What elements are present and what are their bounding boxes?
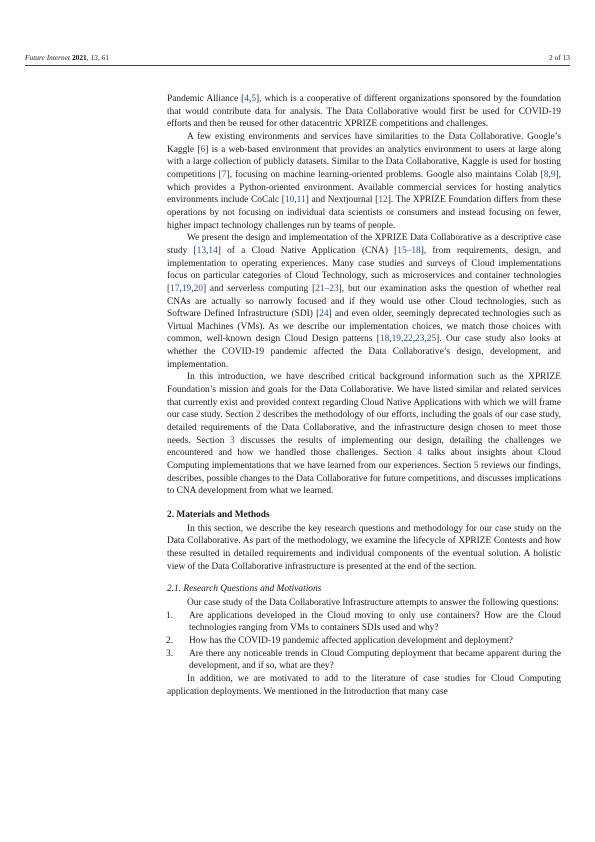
citation-link[interactable]: 24 — [319, 309, 329, 320]
citation-link[interactable]: 25 — [426, 334, 437, 345]
paragraph: Pandemic Alliance [4,5], which is a cooperative of different organizations sponsored by the foundation that would contribute data for analysis. The Data Collaborative would first be used for COVID-19 efforts and then be reused for other datacentric XPRIZE competitions and challenges. — [167, 94, 562, 130]
paragraph: In this section, we describe the key research questions and methodology for our case study on the Data Collaborative. As part of the methodology, we examine the lifecycle of XPRIZE Contests and how these resulted in detailed requirements and individual components of the eventual solution. A holistic view of the Data Collaborative infrastructure is presented at the end of the section. — [167, 523, 561, 572]
citation-link[interactable]: 21–23 — [315, 283, 339, 294]
list-item — [167, 610, 561, 635]
citation-link[interactable]: 23 — [415, 334, 425, 345]
citation-link[interactable]: 22 — [403, 334, 413, 345]
paragraph: Our case study of the Data Collaborative Infrastructure attempts to answer the following questions: — [187, 597, 560, 608]
citation-link[interactable]: 19 — [181, 283, 192, 294]
list-item-text: Are applications developed in the Cloud moving to only use containers? How are the Cloud technologies ranging from VMs to containers SDIs used and why? — [189, 610, 561, 634]
subsection-heading: 2.1. Research Questions and Motivations — [167, 584, 322, 595]
citation-link[interactable]: 10 — [284, 195, 295, 206]
list-item — [167, 648, 561, 673]
citation-link[interactable]: 7 — [221, 169, 227, 180]
citation-link[interactable]: 4 — [244, 94, 249, 104]
citation-link[interactable]: 18 — [379, 334, 390, 345]
paragraph: In addition, we are motivated to add to the literature of case studies for Cloud Computing application deployments. We mentioned in the Introduction that many case — [167, 673, 561, 697]
list-item — [167, 635, 561, 648]
citation-link[interactable]: 14 — [208, 245, 218, 256]
journal-citation: Future Internet 2021, 13, 61 — [25, 53, 109, 62]
citation-link[interactable]: 6 — [200, 144, 206, 155]
section-heading: 2. Materials and Methods — [167, 510, 270, 520]
page-number: 2 of 13 — [549, 53, 570, 62]
citation-link[interactable]: 4 — [417, 448, 422, 459]
citation-link[interactable]: 19 — [391, 334, 401, 345]
citation-link[interactable]: 11 — [296, 195, 306, 206]
paragraph: We present the design and implementation of the XPRIZE Data Collaborative as a descriptive case study [13,14] of a Cloud Native Application (CNA) [15–18], from requirements, design, and implementation to operating experiences. Many case studies and surveys of Cloud implementations focus on particular categories of Cloud Technology, such as microservices and container technologies [17,19,20] and serverless computing [21–23], but our examination asks the question of whether real CNAs are actually so narrowly focused and if they would use other Cloud technologies, such as Software Defined Infrastructure (SDI) [24] and even older, seemingly deprecated technologies such as Virtual Machines (VMs). As we describe our implementation choices, we match those choices with common, well-known design Cloud Design patterns [18,19,22,23,25]. Our case study also looks at whether the COVID-19 pandemic affected the Data Collaborative’s design, development, and implementation. — [167, 233, 562, 370]
list-number: 3. — [166, 648, 174, 659]
research-questions-list — [167, 610, 561, 673]
list-item-text: How has the COVID-19 pandemic affected application development and deployment? — [189, 635, 513, 646]
article-body — [167, 93, 561, 698]
header-rule — [25, 65, 570, 66]
citation-link[interactable]: 2 — [255, 410, 261, 421]
citation-link[interactable]: 20 — [193, 283, 203, 294]
list-number: 1. — [166, 610, 174, 621]
paragraph: In this introduction, we have described critical background information such as the XPRIZE Foundation’s mission and goals for the Data Collaborative. We have listed similar and related services that currently exist and provided context regarding Cloud Native Applications with which we will frame our case study. Section 2 describes the methodology of our efforts, including the goals of our case study, detailed requirements of the Data Collaborative, and the infrastructure design chosen to meet those needs. Section 3 discusses the results of implementing our design, detailing the challenges we encountered and how we handled those challenges. Section 4 talks about insights about Cloud Computing implementations that we have learned from our experiences. Section 5 reviews our findings, describes, possible changes to the Data Collaborative for future competitions, and discusses implications to CNA development from what we learned. — [167, 372, 561, 497]
list-item-text: Are there any noticeable trends in Cloud Computing deployment that became apparent during the development, and if so, what are they? — [189, 648, 561, 672]
citation-link[interactable]: 8 — [543, 169, 549, 180]
citation-link[interactable]: 13 — [196, 245, 207, 256]
citation-link[interactable]: 17 — [170, 283, 180, 294]
list-number: 2. — [166, 635, 174, 646]
running-header — [25, 53, 570, 62]
citation-link[interactable]: 3 — [230, 435, 235, 446]
citation-link[interactable]: 5 — [251, 94, 257, 104]
citation-link[interactable]: 15–18 — [397, 245, 421, 256]
citation-link[interactable]: 12 — [378, 195, 388, 206]
paragraph: A few existing environments and services have similarities to the Data Collaborative. Google’s Kaggle [6] is a web-based environment that provides an analytics environment to users at large along with a large collection of publicly datasets. Similar to the Data Collaborative, Kaggle is used for hosting competitions [7], focusing on machine learning-oriented problems. Google also maintains Colab [8,9], which provides a Python-oriented environment. Available commercial services for hosting analytics environments include CoCalc [10,11] and Nextjournal [12]. The XPRIZE Foundation differs from these operations by not focusing on individual data scientists or consumers and instead focusing on fewer, higher impact technology challenges run by teams of people. — [167, 131, 561, 231]
citation-link[interactable]: 5 — [473, 461, 479, 472]
citation-link[interactable]: 9 — [550, 169, 556, 180]
